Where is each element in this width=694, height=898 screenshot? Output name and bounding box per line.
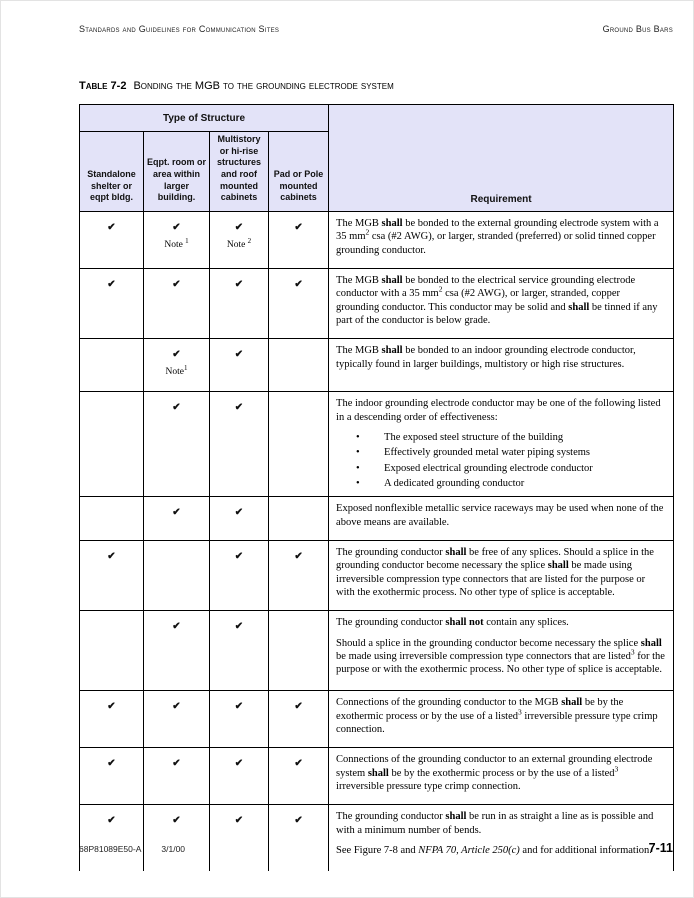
check-cell: [80, 339, 144, 392]
checkmark-icon: ✔: [234, 551, 244, 563]
checkmark-icon: ✔: [172, 349, 181, 361]
requirement-paragraph: The grounding conductor shall not contain any splices.: [336, 617, 569, 629]
check-cell: [80, 269, 144, 339]
header-right-text: Ground Bus Bars: [602, 24, 673, 34]
requirement-cell: [329, 541, 674, 611]
checkmark-icon: ✔: [294, 279, 303, 291]
check-cell: [269, 805, 329, 871]
requirement-cell: [329, 339, 674, 392]
column-header-requirement: Requirement: [329, 105, 674, 212]
bullet-icon: •: [356, 447, 360, 459]
requirement-cell: [329, 611, 674, 691]
checkmark-icon: ✔: [294, 758, 303, 770]
check-cell: [144, 392, 210, 497]
table-title-text: Bonding the MGB to the grounding electrode system: [133, 80, 394, 92]
requirement-paragraph: See Figure 7-8 and NFPA 70, Article 250(c) and for additional information.: [336, 844, 652, 856]
table-body: [80, 212, 674, 871]
check-cell: [144, 805, 210, 871]
table-row: [80, 805, 674, 871]
check-cell: [80, 748, 144, 805]
running-footer: [79, 841, 673, 855]
check-cell: [269, 748, 329, 805]
document-number: 68P81089E50-A: [79, 844, 142, 854]
table-row: [80, 339, 674, 392]
check-cell: [210, 805, 269, 871]
check-cell: [80, 691, 144, 748]
bullet-item: [356, 431, 665, 444]
check-cell: [144, 541, 210, 611]
check-cell: [144, 212, 210, 269]
note-reference: Note $^1$: [164, 237, 189, 251]
requirement-cell: [329, 269, 674, 339]
requirement-paragraph: Connections of the grounding conductor to an external grounding electrode system shall be by the exothermic process or by the use of a listed$^3$ irreversible pressure type crimp connection.: [336, 754, 653, 792]
check-cell: [144, 748, 210, 805]
revision-date: 3/1/00: [161, 844, 186, 854]
requirement-paragraph: Should a splice in the grounding conductor become necessary the splice shall be made using irreversible compression type connectors that are listed$^3$ for the purpose or with the exothermic process. No other type of splice is acceptable.: [336, 637, 665, 676]
checkmark-icon: ✔: [294, 701, 303, 713]
bullet-item: [356, 462, 665, 475]
note-reference: Note $^2$: [226, 237, 252, 251]
check-cell: [210, 541, 269, 611]
check-cell: [210, 212, 269, 269]
check-cell: [80, 497, 144, 541]
table-caption: [79, 80, 394, 92]
requirement-paragraph: The grounding conductor shall be free of any splices. Should a splice in the grounding conductor become necessary the splice shall be made using irreversible compression type connectors that are listed for the purpose or with the exothermic process. No other type of splice is acceptable.: [336, 547, 654, 599]
check-cell: [269, 212, 329, 269]
check-cell: [269, 497, 329, 541]
table-row: [80, 541, 674, 611]
header-left-text: Standards and Guidelines for Communication Sites: [79, 24, 280, 34]
check-cell: [144, 269, 210, 339]
group-header-type-of-structure: Type of Structure: [80, 105, 329, 132]
checkmark-icon: ✔: [234, 402, 244, 414]
table-row: [80, 269, 674, 339]
column-header-multistory: Multistory or hi-rise structures and roof mounted cabinets: [210, 132, 269, 212]
checkmark-icon: ✔: [294, 815, 303, 827]
bullet-item: [356, 446, 665, 459]
bullet-text: Exposed electrical grounding electrode conductor: [384, 462, 593, 474]
column-header-eqpt-room: Eqpt. room or area within larger building.: [144, 132, 210, 212]
requirement-paragraph: The MGB shall be bonded to an indoor grounding electrode conductor, typically found in larger buildings, multistory or high rise structures.: [336, 345, 636, 370]
requirement-paragraph: Exposed nonflexible metallic service raceways may be used when none of the above means are available.: [336, 503, 664, 528]
bullet-item: [356, 477, 665, 490]
table-row: [80, 212, 674, 269]
bullet-icon: •: [356, 432, 360, 444]
requirement-cell: [329, 392, 674, 497]
checkmark-icon: ✔: [107, 758, 116, 770]
check-cell: [80, 805, 144, 871]
check-cell: [269, 541, 329, 611]
table-header: [80, 105, 674, 212]
checkmark-icon: ✔: [294, 551, 303, 563]
bonding-requirements-table: [79, 104, 674, 871]
page-number: 7-11: [648, 841, 673, 855]
checkmark-icon: ✔: [107, 701, 116, 713]
bullet-icon: •: [356, 478, 360, 490]
check-cell: [144, 497, 210, 541]
check-cell: [144, 691, 210, 748]
requirement-paragraph: The grounding conductor shall be run in as straight a line as is possible and with a minimum number of bends.: [336, 811, 654, 836]
checkmark-icon: ✔: [107, 222, 116, 234]
requirement-paragraph: Connections of the grounding conductor to the MGB shall be by the exothermic process or by the use of a listed$^3$ irreversible pressure type crimp connection.: [336, 697, 658, 736]
check-cell: [80, 392, 144, 497]
checkmark-icon: ✔: [107, 815, 116, 827]
requirement-paragraph: The indoor grounding electrode conductor may be one of the following listed in a descending order of effectiveness:: [336, 398, 661, 423]
requirement-cell: [329, 805, 674, 871]
checkmark-icon: ✔: [172, 507, 181, 519]
check-cell: [210, 611, 269, 691]
requirement-paragraph: The MGB shall be bonded to the external grounding electrode system with a 35 $mm^2$ csa (#2 AWG), or larger, stranded (preferred) or solid tinned copper grounding conductor.: [336, 218, 659, 256]
checkmark-icon: ✔: [234, 222, 244, 234]
checkmark-icon: ✔: [234, 279, 244, 291]
check-cell: [210, 497, 269, 541]
requirement-cell: [329, 497, 674, 541]
requirement-cell: [329, 748, 674, 805]
table-row: [80, 611, 674, 691]
checkmark-icon: ✔: [107, 279, 116, 291]
checkmark-icon: ✔: [172, 402, 181, 414]
checkmark-icon: ✔: [172, 758, 181, 770]
bullet-text: The exposed steel structure of the building: [384, 432, 564, 444]
requirement-paragraph: The MGB shall be bonded to the electrical service grounding electrode conductor with a 35 $mm^2$ csa (#2 AWG), or larger, stranded, copper grounding conductor. This conductor may be solid and shall be tinned if any part of the conductor is below grade.: [336, 275, 658, 327]
check-cell: [269, 339, 329, 392]
check-cell: [80, 541, 144, 611]
requirement-cell: [329, 212, 674, 269]
check-cell: [210, 269, 269, 339]
check-cell: [269, 392, 329, 497]
column-header-pad-or-pole: Pad or Pole mounted cabinets: [269, 132, 329, 212]
checkmark-icon: ✔: [234, 349, 244, 361]
checkmark-icon: ✔: [172, 815, 181, 827]
bullet-icon: •: [356, 462, 360, 474]
check-cell: [210, 339, 269, 392]
check-cell: [144, 339, 210, 392]
note-reference: Note$^1$: [165, 364, 188, 378]
bullet-text: Effectively grounded metal water piping systems: [384, 447, 591, 459]
checkmark-icon: ✔: [234, 507, 244, 519]
bullet-text: A dedicated grounding conductor: [384, 478, 525, 490]
checkmark-icon: ✔: [294, 222, 303, 234]
check-cell: [80, 611, 144, 691]
checkmark-icon: ✔: [172, 701, 181, 713]
check-cell: [80, 212, 144, 269]
checkmark-icon: ✔: [234, 701, 244, 713]
checkmark-icon: ✔: [107, 551, 116, 563]
check-cell: [210, 392, 269, 497]
checkmark-icon: ✔: [234, 758, 244, 770]
check-cell: [269, 611, 329, 691]
check-cell: [144, 611, 210, 691]
checkmark-icon: ✔: [234, 815, 244, 827]
check-cell: [269, 691, 329, 748]
checkmark-icon: ✔: [172, 222, 181, 234]
column-header-standalone: Standalone shelter or eqpt bldg.: [80, 132, 144, 212]
checkmark-icon: ✔: [234, 621, 244, 633]
running-header: [79, 24, 673, 34]
table-row: [80, 691, 674, 748]
check-cell: [210, 748, 269, 805]
requirement-cell: [329, 691, 674, 748]
table-number-label: Table 7-2: [79, 80, 127, 92]
check-cell: [269, 269, 329, 339]
table-row: [80, 497, 674, 541]
checkmark-icon: ✔: [172, 621, 181, 633]
checkmark-icon: ✔: [172, 279, 181, 291]
table-row: [80, 748, 674, 805]
table-row: [80, 392, 674, 497]
check-cell: [210, 691, 269, 748]
